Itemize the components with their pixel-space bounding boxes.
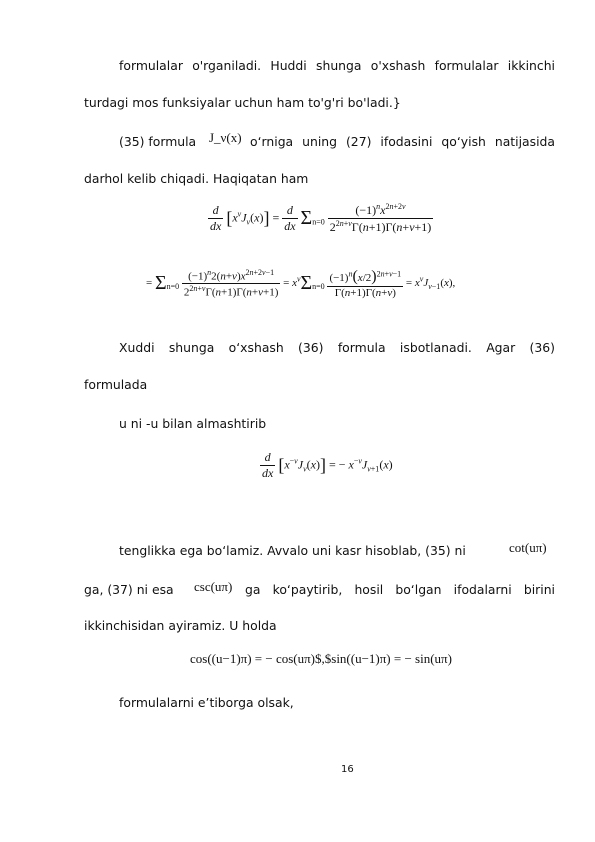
text-line: ikkinchisidan ayiramiz. U holda (84, 618, 277, 633)
text-line: Xuddi shunga o‘xshash (36) formula isbotlanadi. Agar (36) (119, 340, 555, 355)
equation-derivative-part1: $\frac{d}{dx}$ $[x^\nu J_\nu(x)]$ = $\frac{d}{dx}$ $\Sigma_{n=0}$ $\frac{(-1)^nx^{2n+2\nu}}{2^{2n+\nu}\Gamma(n+1)\Gamma(n+\nu+1)}$ (210, 202, 432, 234)
text-line: u ni -u bilan almashtirib (119, 416, 267, 431)
page-number: 16 (341, 764, 354, 775)
text-line: ga ko‘paytirib, hosil bo‘lgan ifodalarni birini (245, 582, 555, 597)
equation-minus-u: $\frac{d}{dx}$ $[x^{-\nu}J_\nu(x)]$ = − $x^{-\nu}J_{\nu+1}(x)$ (262, 450, 393, 480)
inline-formula-cot: cot(uπ) (509, 540, 547, 555)
text-line: ga, (37) ni esa (84, 582, 174, 597)
d-dx-fraction: $\frac{d}{dx}$ (210, 203, 222, 233)
text-line: formulada (84, 377, 148, 392)
text-line: formulalar o'rganiladi. Huddi shunga o'xshash formulalar ikkinchi (119, 58, 555, 73)
text-line: tenglikka ega bo‘lamiz. Avvalo uni kasr hisoblab, (35) ni (119, 543, 466, 558)
text-line: darhol kelib chiqadi. Haqiqatan ham (84, 171, 309, 186)
text-line: o‘rniga uning (27) ifodasini qo‘yish natijasida (250, 134, 555, 149)
equation-derivative-part2: = $\Sigma_{n=0}$ $\frac{(-1)^n2(n+\nu)x^{2n+2\nu-1}}{2^{2n+\nu}\Gamma(n+1)\Gamma(n+\nu+1)}$ = $x^\nu\Sigma_{n=0}$ $\frac{(-1)^n(x/2)^{2n+\nu-1}}{\Gamma(n+1)\Gamma(n+\nu)}$ = $x^\nu J_{\nu-1}(x)$, (146, 268, 456, 299)
text-line: (35) formula (119, 134, 197, 149)
inline-formula-csc: csc(uπ) (194, 579, 233, 594)
text-line: formulalarni e’tiborga olsak, (119, 695, 294, 710)
equation-cos-sin: cos((u−1)π) = − cos(uπ)$,$sin((u−1)π) = − sin(uπ) (190, 651, 452, 666)
inline-formula-jnu: J_ν(x) (209, 130, 242, 145)
text-line: turdagi mos funksiyalar uchun ham to'g'ri bo'ladi.} (84, 95, 401, 110)
